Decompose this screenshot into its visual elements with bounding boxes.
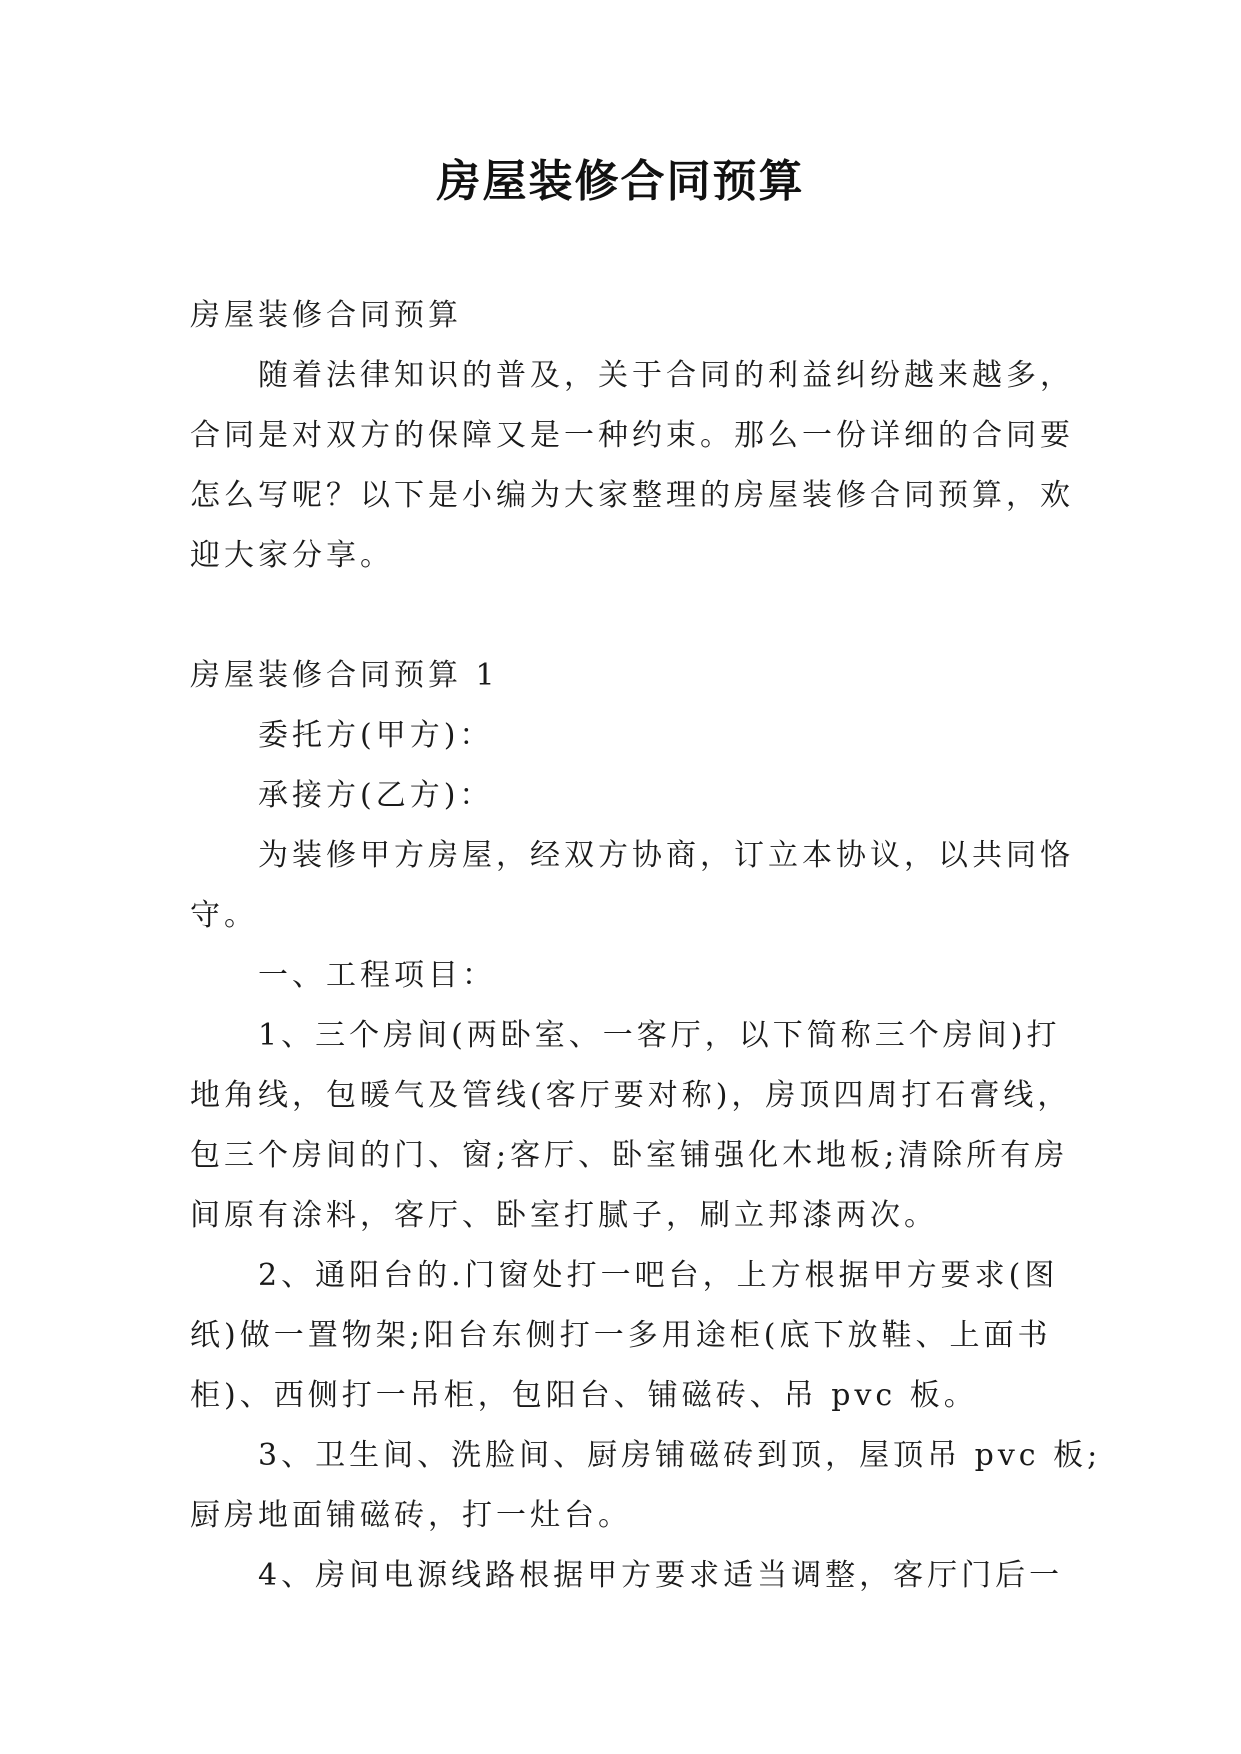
item1-line-4: 间原有涂料，客厅、卧室打腻子，刷立邦漆两次。	[190, 1198, 938, 1233]
item1-line-3: 包三个房间的门、窗;客厅、卧室铺强化木地板;清除所有房	[190, 1138, 1069, 1173]
agreement-line-2: 守。	[190, 898, 258, 933]
intro-line-2: 合同是对双方的保障又是一种约束。那么一份详细的合同要	[190, 418, 1074, 453]
item1-line-2: 地角线，包暖气及管线(客厅要对称)，房顶四周打石膏线，	[190, 1078, 1072, 1113]
document-body	[190, 286, 1102, 1606]
clause-heading: 一、工程项目：	[258, 958, 496, 993]
item2-line-1: 2、通阳台的.门窗处打一吧台，上方根据甲方要求(图	[258, 1258, 1059, 1293]
intro-line-4: 迎大家分享。	[190, 538, 394, 573]
item2-line-3: 柜)、西侧打一吊柜，包阳台、铺磁砖、吊 pvc 板。	[190, 1378, 978, 1413]
item2-line-2: 纸)做一置物架;阳台东侧打一多用途柜(底下放鞋、上面书	[190, 1318, 1052, 1353]
item3-line-2: 厨房地面铺磁砖，打一灶台。	[190, 1498, 632, 1533]
paragraph-gap	[190, 586, 1060, 646]
document-subtitle: 房屋装修合同预算	[190, 298, 462, 333]
party-a-line: 委托方(甲方)：	[258, 718, 494, 753]
item4-line-1: 4、房间电源线路根据甲方要求适当调整，客厅门后一	[258, 1558, 1064, 1593]
intro-line-3: 怎么写呢？以下是小编为大家整理的房屋装修合同预算，欢	[190, 478, 1074, 513]
section-heading: 房屋装修合同预算 1	[190, 658, 499, 693]
item3-line-1: 3、卫生间、洗脸间、厨房铺磁砖到顶，屋顶吊 pvc 板;	[258, 1438, 1102, 1473]
party-b-line: 承接方(乙方)：	[258, 778, 494, 813]
document-title: 房屋装修合同预算	[436, 156, 805, 207]
intro-line-1: 随着法律知识的普及，关于合同的利益纠纷越来越多，	[258, 358, 1074, 393]
agreement-line-1: 为装修甲方房屋，经双方协商，订立本协议，以共同恪	[258, 838, 1074, 873]
item1-line-1: 1、三个房间(两卧室、一客厅，以下简称三个房间)打	[258, 1018, 1061, 1053]
